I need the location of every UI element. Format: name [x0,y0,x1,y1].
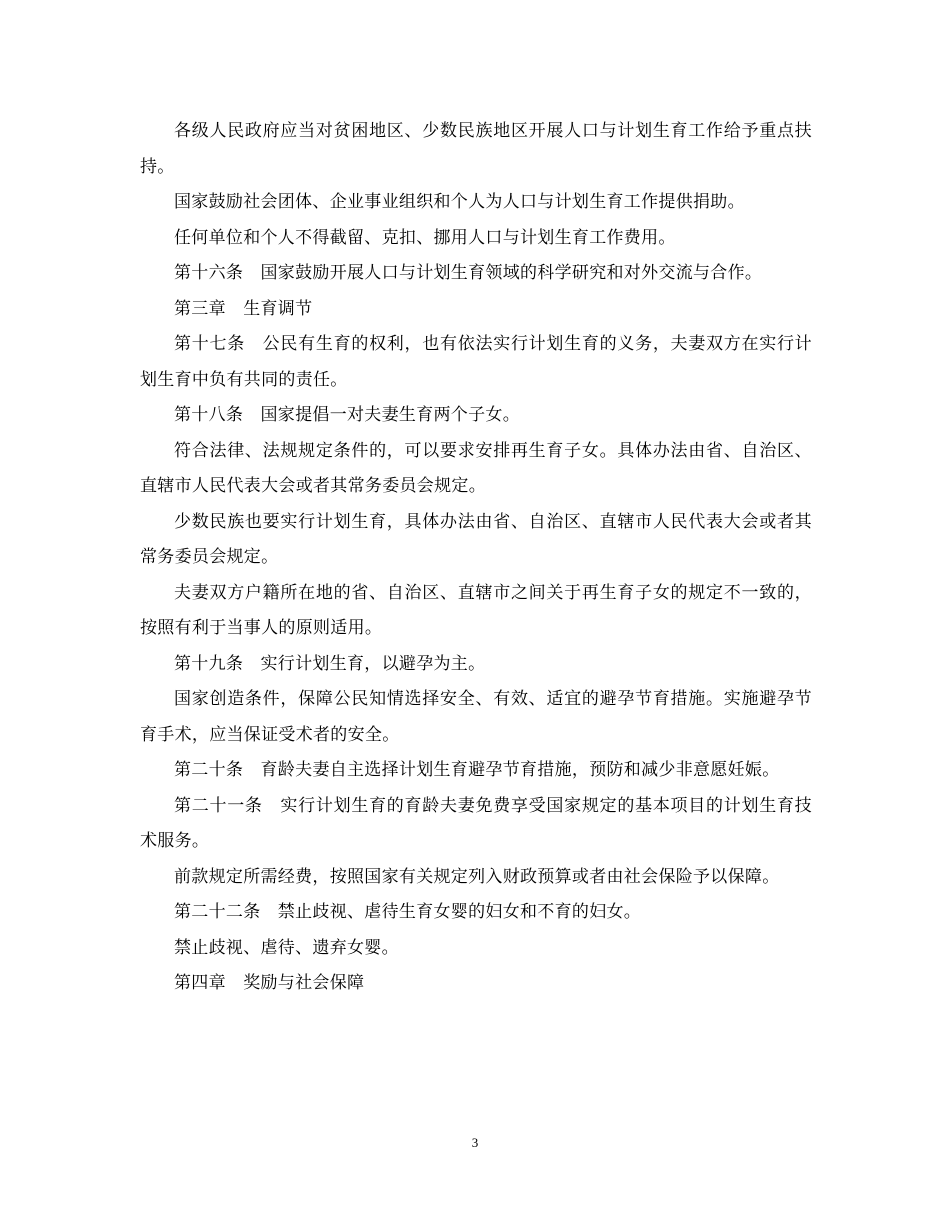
paragraph: 少数民族也要实行计划生育，具体办法由省、自治区、直辖市人民代表大会或者其常务委员会规定。 [140,511,812,567]
paragraph: 夫妻双方户籍所在地的省、自治区、直辖市之间关于再生育子女的规定不一致的，按照有利于当事人的原则适用。 [140,582,812,638]
paragraph: 国家鼓励社会团体、企业事业组织和个人为人口与计划生育工作提供捐助。 [174,192,745,212]
article-20: 第二十条 育龄夫妻自主选择计划生育避孕节育措施，预防和减少非意愿妊娠。 [174,760,780,780]
article-19: 第十九条 实行计划生育，以避孕为主。 [174,653,486,674]
article-17: 第十七条 公民有生育的权利，也有依法实行计划生育的义务，夫妻双方在实行计划生育中负有共同的责任。 [140,334,812,390]
document-body [140,114,812,1002]
article-16: 第十六条 国家鼓励开展人口与计划生育领域的科学研究和对外交流与合作。 [174,263,763,283]
article-22: 第二十二条 禁止歧视、虐待生育女婴的妇女和不育的妇女。 [174,902,642,922]
article-18: 第十八条 国家提倡一对夫妻生育两个子女。 [174,405,520,425]
paragraph: 各级人民政府应当对贫困地区、少数民族地区开展人口与计划生育工作给予重点扶持。 [140,121,812,177]
paragraph: 符合法律、法规规定条件的，可以要求安排再生育子女。具体办法由省、自治区、直辖市人民代表大会或者其常务委员会规定。 [140,440,812,496]
paragraph: 禁止歧视、虐待、遗弃女婴。 [174,937,399,958]
page-number: 3 [471,1135,479,1150]
chapter-4-heading: 第四章 奖励与社会保障 [174,973,365,993]
paragraph: 前款规定所需经费，按照国家有关规定列入财政预算或者由社会保险予以保障。 [174,866,780,887]
chapter-3-heading: 第三章 生育调节 [174,298,313,319]
paragraph: 任何单位和个人不得截留、克扣、挪用人口与计划生育工作费用。 [174,227,676,248]
article-21: 第二十一条 实行计划生育的育龄夫妻免费享受国家规定的基本项目的计划生育技术服务。 [140,795,812,851]
paragraph: 国家创造条件，保障公民知情选择安全、有效、适宜的避孕节育措施。实施避孕节育手术，应当保证受术者的安全。 [140,689,812,745]
